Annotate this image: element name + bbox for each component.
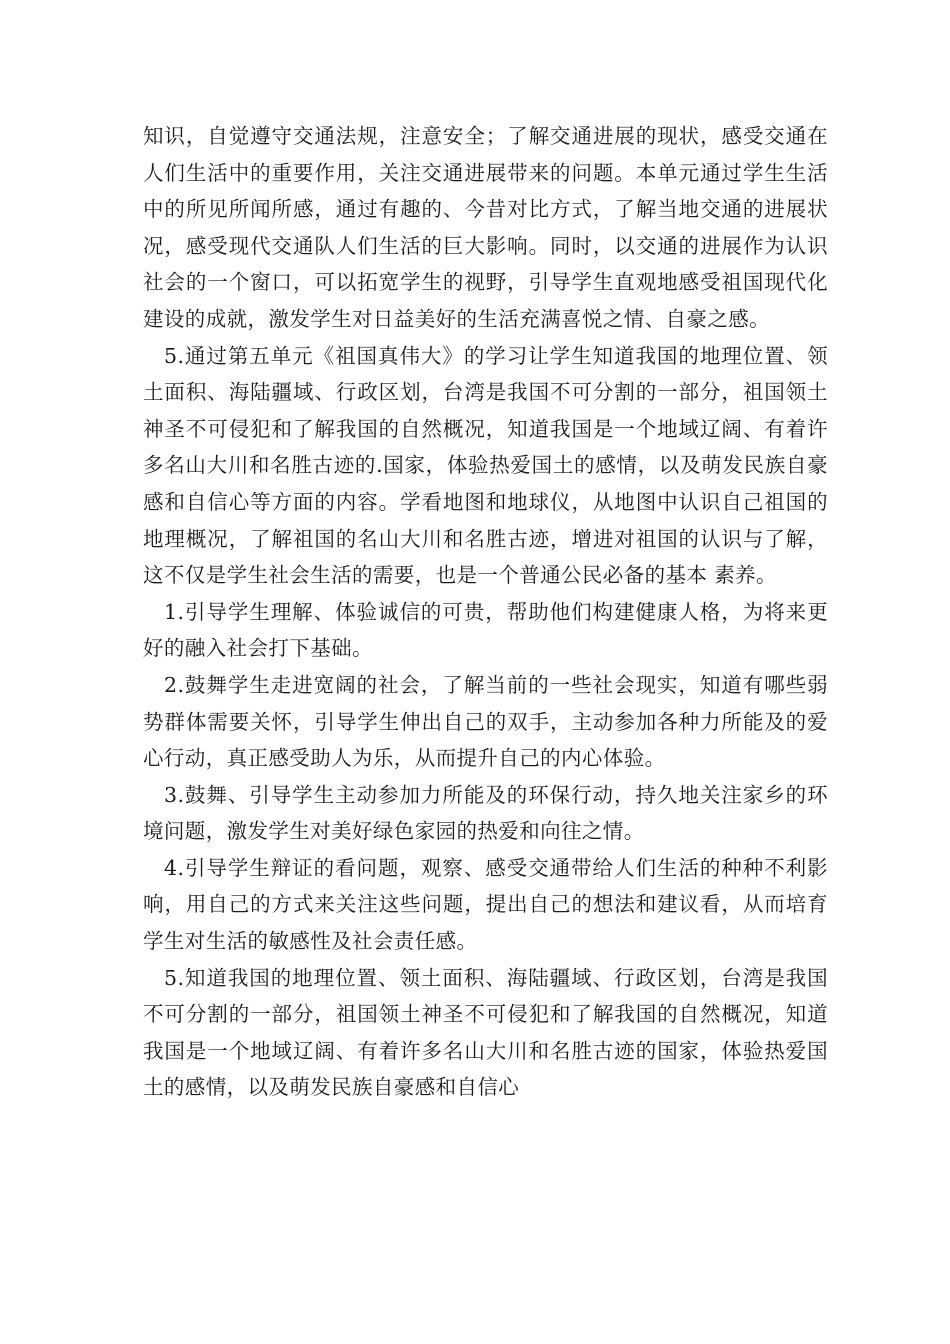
paragraph-goal-1: 1.引导学生理解、体验诚信的可贵，帮助他们构建健康人格，为将来更好的融入社会打下基础。: [143, 599, 828, 661]
paragraph-goal-2: 2.鼓舞学生走进宽阔的社会，了解当前的一些社会现实，知道有哪些弱势群体需要关怀，引导学生伸出自己的双手，主动参加各种力所能及的爱心行动，真正感受助人为乐，从而提升自己的内心体验。: [143, 672, 828, 771]
paragraph-unit-five: 5.通过第五单元《祖国真伟大》的学习让学生知道我国的地理位置、领土面积、海陆疆域、行政区划，台湾是我国不可分割的一部分，祖国领土神圣不可侵犯和了解我国的自然概况，知道我国是一个地域辽阔、有着许多名山大川和名胜古迹的.国家，体验热爱国土的感情，以及萌发民族自豪感和自信心等方面的内容。学看地图和地球仪，从地图中认识自己祖国的地理概况，了解祖国的名山大川和名胜古迹，增进对祖国的认识与了解，这不仅是学生社会生活的需要，也是一个普通公民必备的基本 素养。: [143, 343, 828, 588]
paragraph-traffic-continued: 知识，自觉遵守交通法规，注意安全；了解交通进展的现状，感受交通在人们生活中的重要作用，关注交通进展带来的问题。本单元通过学生生活中的所见所闻所感，通过有趣的、今昔对比方式，了解当地交通的进展状况，感受现代交通队人们生活的巨大影响。同时，以交通的进展作为认识社会的一个窗口，可以拓宽学生的视野，引导学生直观地感受祖国现代化建设的成就，激发学生对日益美好的生活充满喜悦之情、自豪之感。: [143, 124, 828, 331]
paragraph-goal-4: 4.引导学生辩证的看问题，观察、感受交通带给人们生活的种种不利影响，用自己的方式来关注这些问题，提出自己的想法和建议看，从而培育学生对生活的敏感性及社会责任感。: [143, 855, 828, 954]
paragraph-goal-5: 5.知道我国的地理位置、领土面积、海陆疆域、行政区划，台湾是我国不可分割的一部分，祖国领土神圣不可侵犯和了解我国的自然概况，知道我国是一个地域辽阔、有着许多名山大川和名胜古迹的国家，体验热爱国土的感情，以及萌发民族自豪感和自信心: [143, 965, 828, 1100]
paragraph-goal-3: 3.鼓舞、引导学生主动参加力所能及的环保行动，持久地关注家乡的环境问题，激发学生对美好绿色家园的热爱和向往之情。: [143, 782, 828, 844]
document-body: [143, 118, 828, 1106]
